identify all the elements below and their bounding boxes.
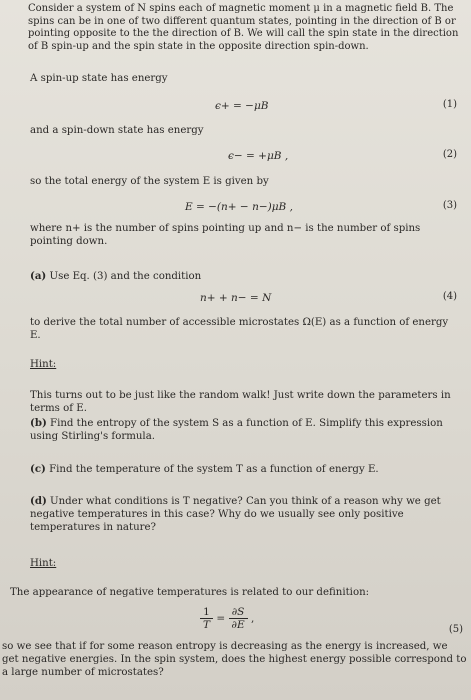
equation-3-number: (3) bbox=[442, 200, 457, 211]
equation-1: ϵ+ = −μB bbox=[215, 100, 269, 112]
part-a bbox=[30, 270, 461, 283]
spin-down-text: and a spin-down state has energy bbox=[30, 125, 204, 136]
equation-3: E = −(n+ − n−)μB , bbox=[185, 201, 293, 213]
equation-1-number: (1) bbox=[442, 99, 457, 110]
part-c-label: (c) bbox=[30, 463, 46, 475]
part-d-label: (d) bbox=[30, 495, 47, 507]
hint-2-text: The appearance of negative temperatures is related to our definition: bbox=[10, 587, 370, 598]
part-b bbox=[30, 417, 461, 443]
equation-5-lhs: $\frac{1}{T}$ bbox=[200, 606, 213, 631]
intro-paragraph: Consider a system of N spins each of magnetic moment μ in a magnetic field B. The spins can be in one of two different quantum states, pointing in the direction of B or pointing opposite to the the direction of B. We will call the spin state in the direction of B spin-up and the spin state in the opposite direction spin-down. bbox=[28, 3, 459, 52]
total-energy-text: so the total energy of the system E is given by bbox=[30, 176, 269, 187]
equation-4-number: (4) bbox=[442, 291, 457, 302]
where-text: where n+ is the number of spins pointing up and n− is the number of spins pointing down. bbox=[30, 223, 421, 247]
part-c bbox=[30, 463, 461, 476]
part-a-label: (a) bbox=[30, 270, 47, 282]
equation-2: ϵ− = +μB , bbox=[228, 150, 289, 162]
spin-up-text: A spin-up state has energy bbox=[30, 73, 168, 84]
hint-1-label: Hint: bbox=[30, 359, 57, 370]
derive-text: to derive the total number of accessible microstates Ω(E) as a function of energy E. bbox=[30, 317, 449, 341]
hint-2-label: Hint: bbox=[30, 558, 57, 569]
equation-2-number: (2) bbox=[442, 149, 457, 160]
equation-5-rhs: $\frac{\partial S}{\partial E}$ bbox=[229, 606, 248, 631]
part-c-text: Find the temperature of the system T as a function of energy E. bbox=[49, 464, 379, 475]
equation-5-number: (5) bbox=[448, 624, 463, 635]
part-b-text: Find the entropy of the system S as a function of E. Simplify this expression using Stirling's formula. bbox=[30, 418, 443, 442]
hint-1-text: This turns out to be just like the random walk! Just write down the parameters in terms of E. bbox=[30, 390, 451, 414]
equation-5: $\frac{1}{T}$ = $\frac{\partial S}{\partial E}$ , bbox=[200, 606, 254, 631]
part-a-text: Use Eq. (3) and the condition bbox=[49, 271, 202, 282]
part-b-label: (b) bbox=[30, 417, 47, 429]
equation-4: n+ + n− = N bbox=[200, 292, 272, 304]
part-d-text: Under what conditions is T negative? Can you think of a reason why we get negative temperatures in this case? Why do we usually see only positive temperatures in nature? bbox=[30, 496, 441, 533]
part-d bbox=[30, 495, 461, 534]
final-paragraph: so we see that if for some reason entropy is decreasing as the energy is increased, we get negative energies. In the spin system, does the highest energy possible correspond to a large number of microstates? bbox=[2, 641, 467, 678]
